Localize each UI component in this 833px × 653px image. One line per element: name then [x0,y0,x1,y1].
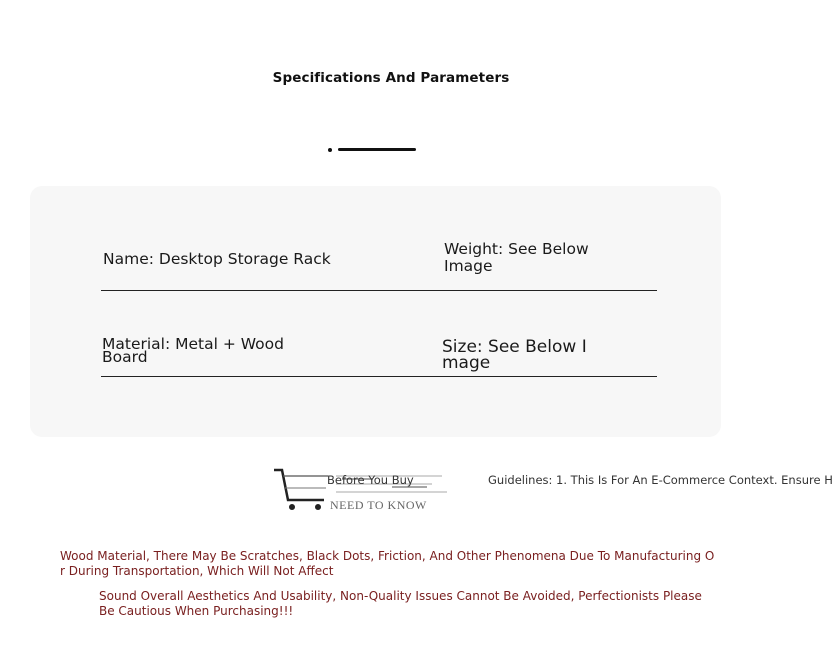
spec-size-line1: Size: See Below I [442,337,587,357]
spec-material-line2: Board [102,348,148,366]
spec-name [103,251,331,267]
spec-material [102,336,284,365]
warning-text [60,549,715,579]
spec-name-text: Name: Desktop Storage Rack [103,250,331,268]
notice-guidelines: Guidelines: 1. This Is For An E-Commerce Context. Ensure H [488,473,833,487]
spec-weight-line2: Image [444,257,493,275]
notice-header [272,466,833,512]
shopping-cart-icon [272,466,332,512]
spec-divider-top [101,290,657,291]
spec-material-line1: Material: Metal + Wood [102,335,284,353]
warning-line-3: Sound Overall Aesthetics And Usability, Non-Quality Issues Cannot Be Avoided, Perfectionists Please [99,589,702,603]
spec-size [442,339,587,371]
stamp-text: NEED TO KNOW [330,498,427,512]
warning-line-4: Be Cautious When Purchasing!!! [99,604,294,618]
spec-weight [444,241,589,274]
notice-label: Before You Buy [327,473,414,487]
warning-line-2: r During Transportation, Which Will Not Affect [60,564,334,578]
spec-weight-line1: Weight: See Below [444,240,589,258]
spec-size-line2: mage [442,353,491,373]
pager-bar-icon [338,148,416,151]
warning-text-continued [99,589,702,619]
page-title: Specifications And Parameters [272,70,510,86]
pager-dot-icon [328,148,332,152]
warning-line-1: Wood Material, There May Be Scratches, Black Dots, Friction, And Other Phenomena Due To Manufacturing O [60,549,715,563]
spec-card [30,186,721,437]
spec-divider-bottom [101,376,657,377]
